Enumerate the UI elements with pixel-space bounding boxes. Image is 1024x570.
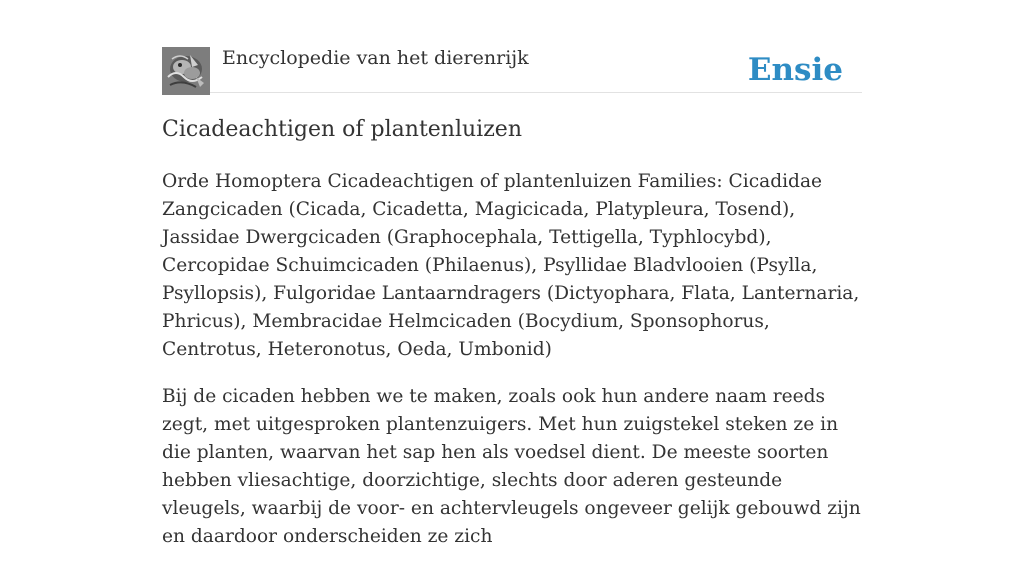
page (162, 0, 862, 547)
site-header (162, 46, 862, 93)
animal-engraving-avatar-icon (162, 47, 210, 95)
book-title[interactable]: Encyclopedie van het dierenrijk (222, 47, 529, 69)
article-paragraph: Bij de cicaden hebben we te maken, zoals ook hun andere naam reeds zegt, met uitgesproken plantenzuigers. Met hun zuigstekel steken ze in die planten, waarvan het sap hen als voedsel dient. De meeste soorten hebben vliesachtige, doorzichtige, slechts door aderen gesteunde vleugels, waarbij de voor- en achtervleugels ongeveer gelijk gebouwd zijn en daardoor onderscheiden ze zich (162, 386, 861, 547)
article-paragraph: Orde Homoptera Cicadeachtigen of plantenluizen Families: Cicadidae Zangcicaden (Cicada, Cicadetta, Magicicada, Platypleura, Tosend), Jassidae Dwergcicaden (Graphocephala, Tettigella, Typhlocybd), Cercopidae Schuimcicaden (Philaenus), Psyllidae Bladvlooien (Psylla, Psyllopsis), Fulgoridae Lantaarndragers (Dictyophara, Flata, Lanternaria, Phricus), Membracidae Helmcicaden (Bocydium, Sponsophorus, Centrotus, Heteronotus, Oeda, Umbonid) (162, 171, 860, 360)
article-body (162, 168, 862, 570)
brand-logo[interactable]: Ensie (747, 52, 843, 88)
avatar[interactable] (162, 47, 210, 95)
page-title: Cicadeachtigen of plantenluizen (162, 117, 522, 142)
